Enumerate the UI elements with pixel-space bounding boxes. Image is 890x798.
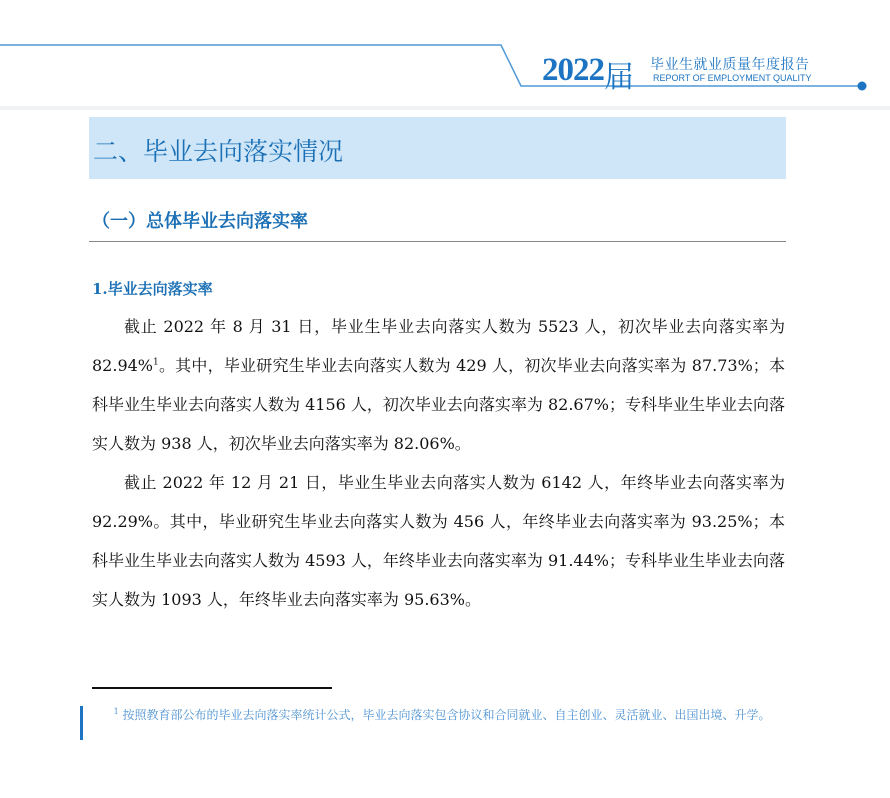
header-decoration-line [0, 0, 890, 106]
subsection-title: （一）总体毕业去向落实率 [92, 211, 308, 232]
footnote [92, 707, 786, 724]
footnote-ref[interactable]: 1 [153, 357, 159, 368]
header-dot-icon [858, 82, 867, 91]
paragraph-final-rate: 截止 2022 年 12 月 21 日，毕业生毕业去向落实人数为 6142 人，年终毕业去向落实率为 92.29%。其中，毕业研究生毕业去向落实人数为 456 人，年终毕业去向落实率为 93.25%；本科毕业生毕业去向落实人数为 4593 人，年终毕业去向落实率为 91.44%；专科毕业生毕业去向落实人数为 1093 人，年终毕业去向落实率为 95.63%。 [92, 473, 785, 609]
report-year-suffix: 届 [604, 60, 634, 95]
paragraph-initial-rate [92, 307, 785, 463]
report-title: 毕业生就业质量年度报告 [650, 57, 810, 73]
footnote-text: 按照教育部公布的毕业去向落实率统计公式，毕业去向落实包含协议和合同就业、自主创业、灵活就业、出国出境、升学。 [122, 708, 771, 722]
footnote-bar [80, 706, 83, 740]
section-banner [89, 117, 786, 179]
divider [89, 241, 786, 242]
footnote-divider [92, 687, 332, 689]
report-year: 2022 [542, 52, 604, 88]
footnote-mark: 1 [113, 707, 119, 716]
page-header [0, 0, 890, 110]
paragraph-text: 截止 2022 年 8 月 31 日，毕业生毕业去向落实人数为 5523 人，初次毕业去向落实率为 82.94% [92, 317, 785, 375]
paragraph-text: 。其中，毕业研究生毕业去向落实人数为 429 人，初次毕业去向落实率为 87.73%；本科毕业生毕业去向落实人数为 4156 人，初次毕业去向落实率为 82.67%；专科毕业生毕业去向落实人数为 938 人，初次毕业去向落实率为 82.06%。 [92, 356, 785, 453]
item-title: 1.毕业去向落实率 [92, 280, 213, 298]
section-title: 二、毕业去向落实情况 [93, 137, 344, 166]
report-subtitle: REPORT OF EMPLOYMENT QUALITY [653, 73, 812, 83]
